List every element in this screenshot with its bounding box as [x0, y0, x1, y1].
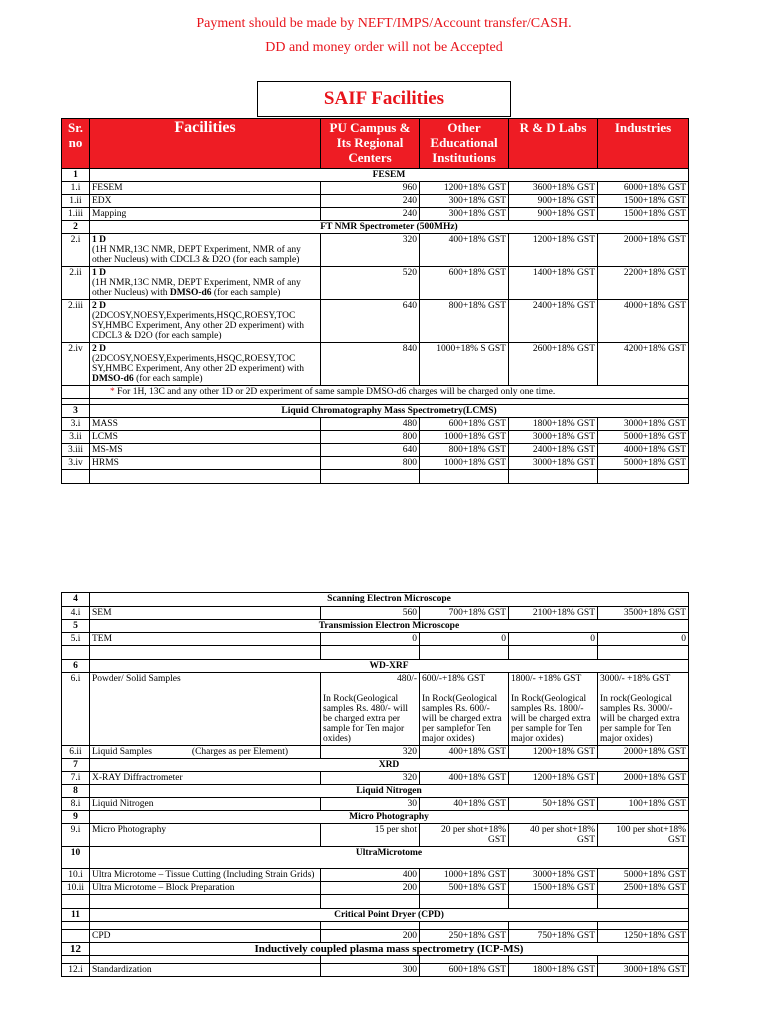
table-cell: 100+18% GST: [598, 798, 689, 811]
table-cell: [420, 922, 509, 930]
table-cell: [62, 930, 90, 943]
table-cell: 300+18% GST: [420, 195, 509, 208]
table-cell: 12.i: [62, 964, 90, 977]
table-cell: 9.i: [62, 824, 90, 847]
table-row: [62, 300, 689, 343]
table-cell: Critical Point Dryer (CPD): [90, 909, 689, 922]
table-cell: 0: [509, 633, 598, 646]
facilities-table-part-1: [61, 118, 689, 484]
table-cell: 800: [321, 431, 420, 444]
table-cell: 4: [62, 593, 90, 607]
table-cell: [62, 646, 90, 660]
table-cell: Liquid Nitrogen: [90, 798, 321, 811]
table-cell: 20 per shot+18% GST: [420, 824, 509, 847]
page-title: SAIF Facilities: [257, 81, 511, 117]
section-row: [62, 759, 689, 772]
table-cell: 3000+18% GST: [509, 869, 598, 882]
table-cell: Micro Photography: [90, 824, 321, 847]
table-cell: 5000+18% GST: [598, 431, 689, 444]
table-cell: [321, 956, 420, 964]
facilities-table-part-2: [61, 592, 689, 977]
table-cell: * For 1H, 13C and any other 1D or 2D experiment of same sample DMSO-d6 charges will be charged only one time.: [90, 386, 689, 399]
table-cell: 2200+18% GST: [598, 267, 689, 300]
section-row: [62, 811, 689, 824]
table-cell: 560: [321, 607, 420, 620]
table-cell: 1200+18% GST: [420, 182, 509, 195]
payment-notice-line-2: DD and money order will not be Accepted: [265, 40, 503, 55]
table-cell: 1400+18% GST: [509, 267, 598, 300]
table-cell: 0: [321, 633, 420, 646]
table-cell: MS-MS: [90, 444, 321, 457]
table-cell: 1500+18% GST: [598, 195, 689, 208]
table-cell: CPD: [90, 930, 321, 943]
header-srno: Sr. no: [62, 119, 90, 169]
table-cell: [90, 956, 321, 964]
table-cell: 400+18% GST: [420, 746, 509, 759]
header-facilities: Facilities: [90, 119, 321, 169]
table-cell: 9: [62, 811, 90, 824]
table-cell: 3600+18% GST: [509, 182, 598, 195]
table-cell: 30: [321, 798, 420, 811]
table-cell: 7.i: [62, 772, 90, 785]
table-cell: [509, 956, 598, 964]
table-cell: 3000/- +18% GST In rock(Geological samples Rs. 3000/- will be charged extra per sample for Ten major oxides): [598, 673, 689, 746]
table-cell: Liquid Samples (Charges as per Element): [90, 746, 321, 759]
table-cell: 800+18% GST: [420, 300, 509, 343]
table-cell: LCMS: [90, 431, 321, 444]
section-row: [62, 620, 689, 633]
table-cell: 2000+18% GST: [598, 234, 689, 267]
table-cell: Powder/ Solid Samples: [90, 673, 321, 746]
table-cell: 240: [321, 195, 420, 208]
table-cell: 10.i: [62, 869, 90, 882]
table-cell: 3000+18% GST: [509, 457, 598, 470]
table-cell: 520: [321, 267, 420, 300]
table-row: [62, 444, 689, 457]
table-cell: 500+18% GST: [420, 882, 509, 895]
table-row: [62, 930, 689, 943]
table-cell: TEM: [90, 633, 321, 646]
section-row: [62, 221, 689, 234]
table-row: [62, 824, 689, 847]
table-cell: 10.ii: [62, 882, 90, 895]
table-cell: 3.iv: [62, 457, 90, 470]
table-cell: 400: [321, 869, 420, 882]
table-cell: 1 D (1H NMR,13C NMR, DEPT Experiment, NMR of any other Nucleus) with DMSO-d6 (for each sample): [90, 267, 321, 300]
table-cell: [90, 470, 321, 484]
table-cell: [321, 470, 420, 484]
section-row: [62, 593, 689, 607]
table-cell: Inductively coupled plasma mass spectrometry (ICP-MS): [90, 943, 689, 956]
table-cell: 1800/- +18% GST In Rock(Geological samples Rs. 1800/- will be charged extra per sample for Ten major oxides): [509, 673, 598, 746]
table-cell: 2.iv: [62, 343, 90, 386]
table-cell: 3500+18% GST: [598, 607, 689, 620]
table-row: [62, 798, 689, 811]
table-cell: 400+18% GST: [420, 234, 509, 267]
table-header-row: [62, 119, 689, 169]
table-cell: [598, 895, 689, 909]
table-cell: 1250+18% GST: [598, 930, 689, 943]
section-number: 2: [62, 221, 90, 234]
table-cell: 100 per shot+18% GST: [598, 824, 689, 847]
table-cell: 4.i: [62, 607, 90, 620]
table-cell: 5000+18% GST: [598, 457, 689, 470]
section-row: [62, 405, 689, 418]
table-cell: 1000+18% GST: [420, 431, 509, 444]
table-cell: 1200+18% GST: [509, 746, 598, 759]
table-cell: [509, 646, 598, 660]
table-cell: [321, 922, 420, 930]
table-cell: 600+18% GST: [420, 964, 509, 977]
table-cell: 6000+18% GST: [598, 182, 689, 195]
table-cell: 40 per shot+18% GST: [509, 824, 598, 847]
table-cell: 5000+18% GST: [598, 869, 689, 882]
table-cell: MASS: [90, 418, 321, 431]
table-cell: 1000+18% GST: [420, 869, 509, 882]
table-cell: [62, 956, 90, 964]
table-cell: 2 D (2DCOSY,NOESY,Experiments,HSQC,ROESY,TOC SY,HMBC Experiment, Any other 2D experiment) with CDCL3 & D2O (for each sample): [90, 300, 321, 343]
section-title: FT NMR Spectrometer (500MHz): [90, 221, 689, 234]
table-cell: 8.i: [62, 798, 90, 811]
table-cell: 3000+18% GST: [509, 431, 598, 444]
table-row: [62, 746, 689, 759]
table-cell: HRMS: [90, 457, 321, 470]
table-cell: [598, 646, 689, 660]
table-cell: 40+18% GST: [420, 798, 509, 811]
table-cell: 1800+18% GST: [509, 964, 598, 977]
header-other-institutions: Other Educational Institutions: [420, 119, 509, 169]
table-cell: 15 per shot: [321, 824, 420, 847]
table-cell: 600+18% GST: [420, 418, 509, 431]
table-cell: 2400+18% GST: [509, 444, 598, 457]
table-cell: 640: [321, 300, 420, 343]
table-cell: 200: [321, 882, 420, 895]
nmr-note-row: [62, 386, 689, 399]
table-cell: 320: [321, 746, 420, 759]
table-cell: 300+18% GST: [420, 208, 509, 221]
table-row: [62, 208, 689, 221]
table-cell: XRD: [90, 759, 689, 772]
table-cell: 10: [62, 847, 90, 869]
table-cell: Ultra Microtome – Block Preparation: [90, 882, 321, 895]
table-row: [62, 882, 689, 895]
table-cell: 0: [420, 633, 509, 646]
table-row: [62, 457, 689, 470]
table-cell: 4000+18% GST: [598, 444, 689, 457]
table-cell: 2500+18% GST: [598, 882, 689, 895]
payment-notice-line-1: Payment should be made by NEFT/IMPS/Account transfer/CASH.: [196, 16, 572, 31]
table-cell: 1 D (1H NMR,13C NMR, DEPT Experiment, NMR of any other Nucleus) with CDCL3 & D2O (for each sample): [90, 234, 321, 267]
table-cell: 11: [62, 909, 90, 922]
table-cell: 320: [321, 772, 420, 785]
section-row: [62, 847, 689, 869]
section-row: [62, 943, 689, 956]
table-cell: 1.ii: [62, 195, 90, 208]
table-cell: 2400+18% GST: [509, 300, 598, 343]
table-cell: SEM: [90, 607, 321, 620]
table-cell: [420, 895, 509, 909]
table-cell: Liquid Nitrogen: [90, 785, 689, 798]
table-cell: [598, 956, 689, 964]
table-cell: 960: [321, 182, 420, 195]
table-cell: Scanning Electron Microscope: [90, 593, 689, 607]
table-cell: [62, 386, 90, 399]
table-cell: 5.i: [62, 633, 90, 646]
section-row: [62, 785, 689, 798]
table-cell: [90, 646, 321, 660]
table-cell: [598, 922, 689, 930]
table-cell: 2000+18% GST: [598, 772, 689, 785]
table-cell: [509, 470, 598, 484]
table-cell: UltraMicrotome: [90, 847, 689, 869]
table-cell: 6: [62, 660, 90, 673]
table-cell: 12: [62, 943, 90, 956]
table-cell: X-RAY Diffractrometer: [90, 772, 321, 785]
table-cell: 700+18% GST: [420, 607, 509, 620]
table-cell: 800+18% GST: [420, 444, 509, 457]
table-row: [62, 182, 689, 195]
table-cell: Standardization: [90, 964, 321, 977]
table-cell: 8: [62, 785, 90, 798]
table-cell: 600+18% GST: [420, 267, 509, 300]
table-cell: 1800+18% GST: [509, 418, 598, 431]
table-cell: [321, 646, 420, 660]
table-cell: [62, 470, 90, 484]
table-row: [62, 772, 689, 785]
table-cell: 2.iii: [62, 300, 90, 343]
table-cell: 50+18% GST: [509, 798, 598, 811]
table-cell: 3000+18% GST: [598, 964, 689, 977]
table-cell: 4200+18% GST: [598, 343, 689, 386]
table-cell: Micro Photography: [90, 811, 689, 824]
table-cell: [62, 895, 90, 909]
table-cell: Transmission Electron Microscope: [90, 620, 689, 633]
table-cell: 2600+18% GST: [509, 343, 598, 386]
table-cell: [62, 922, 90, 930]
table-cell: 840: [321, 343, 420, 386]
table-cell: [509, 922, 598, 930]
table-cell: [509, 895, 598, 909]
header-rd-labs: R & D Labs: [509, 119, 598, 169]
table-cell: [420, 956, 509, 964]
table-cell: 480: [321, 418, 420, 431]
table-cell: 1.iii: [62, 208, 90, 221]
table-cell: 640: [321, 444, 420, 457]
table-cell: 6.ii: [62, 746, 90, 759]
table-cell: 3.iii: [62, 444, 90, 457]
table-cell: 6.i: [62, 673, 90, 746]
table-cell: EDX: [90, 195, 321, 208]
table-row: [62, 607, 689, 620]
table-cell: 3.ii: [62, 431, 90, 444]
table-cell: 2.ii: [62, 267, 90, 300]
table-cell: 320: [321, 234, 420, 267]
table-cell: 1200+18% GST: [509, 234, 598, 267]
table-row: [62, 343, 689, 386]
table-cell: 0: [598, 633, 689, 646]
section-row: [62, 169, 689, 182]
table-cell: 3000+18% GST: [598, 418, 689, 431]
table-row: [62, 869, 689, 882]
table-cell: 2000+18% GST: [598, 746, 689, 759]
table-cell: 1500+18% GST: [598, 208, 689, 221]
table-cell: 750+18% GST: [509, 930, 598, 943]
section-title: Liquid Chromatography Mass Spectrometry(LCMS): [90, 405, 689, 418]
table-cell: [420, 470, 509, 484]
table-row: [62, 964, 689, 977]
table-cell: 300: [321, 964, 420, 977]
table-cell: 1.i: [62, 182, 90, 195]
table-cell: Mapping: [90, 208, 321, 221]
table-row: [62, 234, 689, 267]
table-cell: 5: [62, 620, 90, 633]
section-row: [62, 909, 689, 922]
table-cell: 2 D (2DCOSY,NOESY,Experiments,HSQC,ROESY,TOC SY,HMBC Experiment, Any other 2D experiment) with DMSO-d6 (for each sample): [90, 343, 321, 386]
table-row: [62, 195, 689, 208]
table-cell: 3.i: [62, 418, 90, 431]
table-row: [62, 633, 689, 646]
table-cell: 250+18% GST: [420, 930, 509, 943]
table-cell: 4000+18% GST: [598, 300, 689, 343]
header-industries: Industries: [598, 119, 689, 169]
table-row: [62, 267, 689, 300]
section-number: 1: [62, 169, 90, 182]
section-title: FESEM: [90, 169, 689, 182]
table-cell: 240: [321, 208, 420, 221]
table-cell: 900+18% GST: [509, 208, 598, 221]
section-row: [62, 660, 689, 673]
table-cell: [420, 646, 509, 660]
header-pu-campus: PU Campus & Its Regional Centers: [321, 119, 420, 169]
table-cell: FESEM: [90, 182, 321, 195]
table-cell: WD-XRF: [90, 660, 689, 673]
table-cell: 200: [321, 930, 420, 943]
table-cell: 1200+18% GST: [509, 772, 598, 785]
table-row: [62, 418, 689, 431]
table-cell: [598, 470, 689, 484]
table-cell: [90, 922, 321, 930]
table-cell: 600/-+18% GST In Rock(Geological samples Rs. 600/- will be charged extra per samplefor Ten major oxides): [420, 673, 509, 746]
table-cell: Ultra Microtome – Tissue Cutting (Including Strain Grids): [90, 869, 321, 882]
table-row: [62, 431, 689, 444]
table-cell: 1500+18% GST: [509, 882, 598, 895]
section-number: 3: [62, 405, 90, 418]
table-cell: 1000+18% GST: [420, 457, 509, 470]
table-row: [62, 673, 689, 746]
table-cell: [90, 895, 321, 909]
table-cell: 800: [321, 457, 420, 470]
table-cell: [321, 895, 420, 909]
table-cell: 400+18% GST: [420, 772, 509, 785]
table-cell: 900+18% GST: [509, 195, 598, 208]
table-cell: 480/- In Rock(Geological samples Rs. 480/- will be charged extra per sample for Ten major oxides): [321, 673, 420, 746]
table-cell: 1000+18% S GST: [420, 343, 509, 386]
table-cell: 2.i: [62, 234, 90, 267]
table-cell: 7: [62, 759, 90, 772]
table-cell: 2100+18% GST: [509, 607, 598, 620]
